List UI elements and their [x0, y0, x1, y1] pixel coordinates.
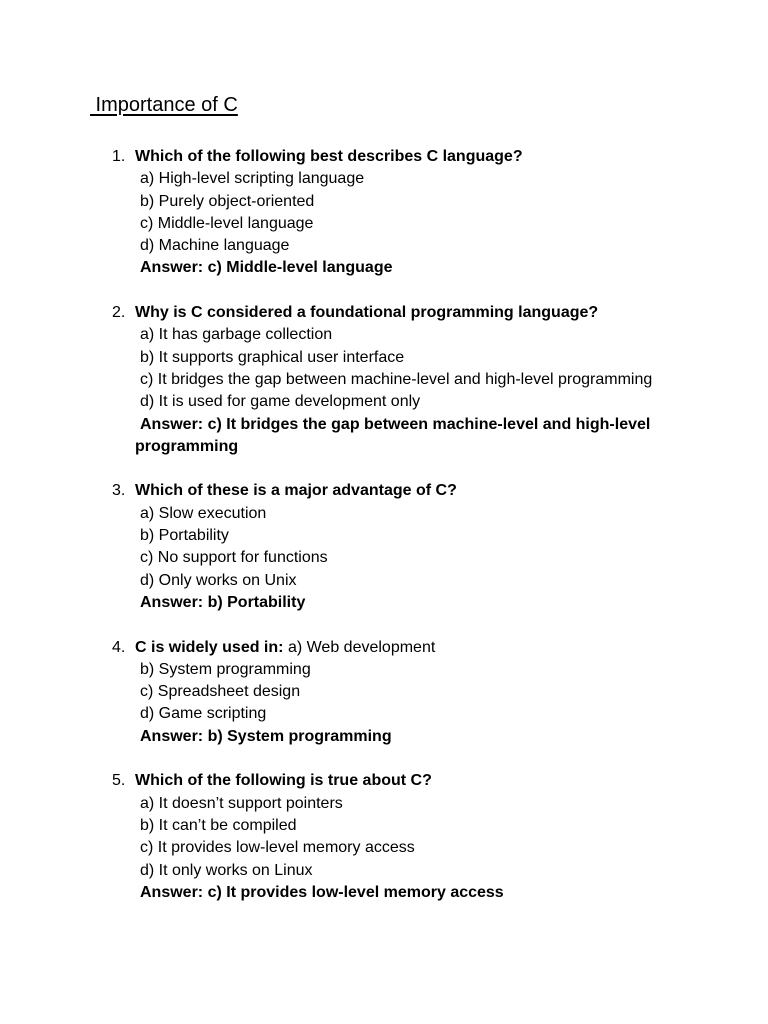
answer-line: Answer: c) Middle-level language — [140, 259, 393, 277]
question-prompt: Which of the following is true about C? — [135, 772, 432, 790]
option-b: b) System programming — [140, 660, 311, 678]
option-d: d) It is used for game development only — [140, 393, 421, 411]
question-item — [0, 770, 768, 904]
question-item — [0, 146, 768, 280]
option-a: a) It doesn’t support pointers — [140, 794, 343, 812]
answer-line: Answer: b) Portability — [140, 593, 306, 611]
question-item — [0, 480, 768, 614]
question-item — [0, 637, 768, 748]
answer-line: Answer: b) System programming — [140, 727, 392, 745]
option-b: b) It can’t be compiled — [140, 816, 297, 834]
question-prompt: C is widely used in: — [135, 638, 284, 656]
option-b: b) It supports graphical user interface — [140, 348, 405, 366]
option-a: a) Slow execution — [140, 504, 267, 522]
option-a: a) Web development — [287, 638, 436, 656]
question-prompt: Why is C considered a foundational programming language? — [135, 304, 599, 322]
option-b: b) Purely object-oriented — [140, 192, 315, 210]
question-number: 2. — [112, 304, 126, 322]
question-list — [0, 146, 768, 926]
option-b: b) Portability — [140, 527, 229, 545]
answer-line: Answer: c) It provides low-level memory access — [140, 883, 504, 901]
question-number: 3. — [112, 482, 126, 500]
option-a: a) High-level scripting language — [140, 170, 365, 188]
question-item — [0, 302, 768, 458]
option-c: c) Spreadsheet design — [140, 683, 301, 701]
option-d: d) Machine language — [140, 237, 290, 255]
page-title: Importance of C — [90, 94, 238, 116]
option-c: c) No support for functions — [140, 549, 328, 567]
question-number: 4. — [112, 638, 126, 656]
question-prompt: Which of the following best describes C language? — [135, 148, 523, 165]
option-d: d) Only works on Unix — [140, 571, 297, 589]
option-d: d) Game scripting — [140, 705, 267, 723]
option-a: a) It has garbage collection — [140, 326, 333, 344]
question-number: 5. — [112, 772, 126, 790]
option-c: c) It bridges the gap between machine-level and high-level programming — [140, 370, 653, 388]
option-c: c) It provides low-level memory access — [140, 839, 415, 857]
question-prompt: Which of these is a major advantage of C? — [135, 482, 457, 500]
answer-line: Answer: c) It bridges the gap between machine-level and high-level programming — [135, 415, 651, 455]
option-c: c) Middle-level language — [140, 214, 314, 232]
option-d: d) It only works on Linux — [140, 861, 313, 879]
question-number: 1. — [112, 148, 126, 165]
